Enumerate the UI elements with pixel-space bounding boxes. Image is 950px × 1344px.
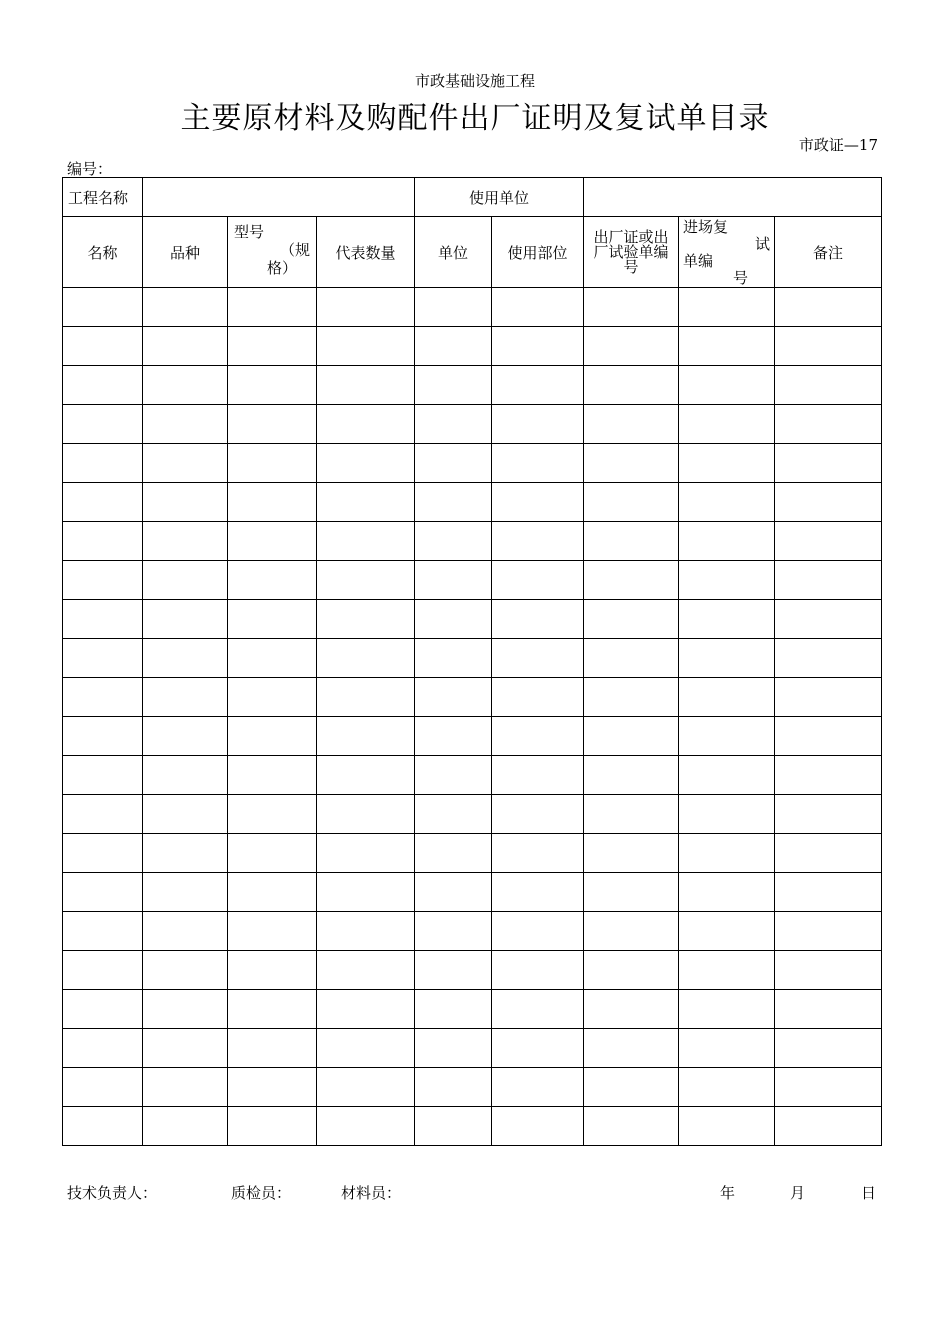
cell-unit[interactable]: [415, 834, 492, 873]
cell-quantity[interactable]: [317, 717, 415, 756]
header-model-line3: 格）: [266, 259, 297, 277]
cell-model[interactable]: [228, 561, 317, 600]
cell-certificate-no[interactable]: [584, 327, 679, 366]
cell-quantity[interactable]: [317, 639, 415, 678]
cell-remarks[interactable]: [775, 912, 882, 951]
cell-model[interactable]: [228, 366, 317, 405]
cell-variety[interactable]: [143, 405, 228, 444]
cell-unit[interactable]: [415, 873, 492, 912]
cell-name[interactable]: [63, 483, 143, 522]
cell-remarks[interactable]: [775, 834, 882, 873]
table-row: [63, 522, 882, 561]
cell-retest-no[interactable]: [679, 366, 775, 405]
cell-quantity[interactable]: [317, 288, 415, 327]
project-category: 市政基础设施工程: [414, 72, 535, 90]
cell-quantity[interactable]: [317, 1107, 415, 1146]
project-name-label: 工程名称: [63, 178, 143, 217]
table-row: [63, 795, 882, 834]
cell-usage-part[interactable]: [492, 561, 584, 600]
cell-usage-part[interactable]: [492, 405, 584, 444]
cell-unit[interactable]: [415, 522, 492, 561]
cell-variety[interactable]: [143, 1029, 228, 1068]
cell-remarks[interactable]: [775, 756, 882, 795]
cell-remarks[interactable]: [775, 327, 882, 366]
cell-quantity[interactable]: [317, 990, 415, 1029]
cell-unit[interactable]: [415, 1068, 492, 1107]
cell-certificate-no[interactable]: [584, 717, 679, 756]
cell-variety[interactable]: [143, 444, 228, 483]
cell-usage-part[interactable]: [492, 1068, 584, 1107]
cell-variety[interactable]: [143, 834, 228, 873]
cell-model[interactable]: [228, 951, 317, 990]
cell-certificate-no[interactable]: [584, 990, 679, 1029]
cell-usage-part[interactable]: [492, 951, 584, 990]
cell-quantity[interactable]: [317, 483, 415, 522]
cell-retest-no[interactable]: [679, 1029, 775, 1068]
cell-model[interactable]: [228, 522, 317, 561]
cell-retest-no[interactable]: [679, 951, 775, 990]
cell-certificate-no[interactable]: [584, 678, 679, 717]
cell-unit[interactable]: [415, 639, 492, 678]
cell-usage-part[interactable]: [492, 483, 584, 522]
cell-usage-part[interactable]: [492, 717, 584, 756]
cell-remarks[interactable]: [775, 639, 882, 678]
cell-model[interactable]: [228, 912, 317, 951]
cell-retest-no[interactable]: [679, 327, 775, 366]
date-day-label: 日: [861, 1184, 877, 1202]
header-unit: 单位: [415, 217, 492, 288]
cell-name[interactable]: [63, 405, 143, 444]
cell-usage-part[interactable]: [492, 366, 584, 405]
header-variety: 品种: [143, 217, 228, 288]
cell-variety[interactable]: [143, 717, 228, 756]
cell-variety[interactable]: [143, 639, 228, 678]
header-certificate-no: [584, 217, 679, 288]
cell-remarks[interactable]: [775, 366, 882, 405]
cell-usage-part[interactable]: [492, 795, 584, 834]
table-row: [63, 366, 882, 405]
cell-certificate-no[interactable]: [584, 951, 679, 990]
cell-usage-part[interactable]: [492, 834, 584, 873]
cell-certificate-no[interactable]: [584, 756, 679, 795]
cell-retest-no[interactable]: [679, 288, 775, 327]
cell-unit[interactable]: [415, 1029, 492, 1068]
cell-model[interactable]: [228, 639, 317, 678]
cell-variety[interactable]: [143, 795, 228, 834]
table-row: [63, 561, 882, 600]
cell-certificate-no[interactable]: [584, 522, 679, 561]
cell-name[interactable]: [63, 756, 143, 795]
cell-variety[interactable]: [143, 1068, 228, 1107]
cell-remarks[interactable]: [775, 561, 882, 600]
cell-quantity[interactable]: [317, 756, 415, 795]
cell-model[interactable]: [228, 327, 317, 366]
header-model-line2: （规: [279, 241, 310, 259]
cell-unit[interactable]: [415, 678, 492, 717]
cell-retest-no[interactable]: [679, 678, 775, 717]
cell-certificate-no[interactable]: [584, 873, 679, 912]
cell-variety[interactable]: [143, 483, 228, 522]
cell-name[interactable]: [63, 639, 143, 678]
header-retest-line4: 号: [733, 269, 749, 287]
cell-model[interactable]: [228, 756, 317, 795]
cell-certificate-no[interactable]: [584, 561, 679, 600]
cell-name[interactable]: [63, 600, 143, 639]
cell-remarks[interactable]: [775, 405, 882, 444]
cell-quantity[interactable]: [317, 951, 415, 990]
using-unit-field[interactable]: [584, 178, 882, 217]
cell-quantity[interactable]: [317, 1068, 415, 1107]
table-row: [63, 444, 882, 483]
cell-remarks[interactable]: [775, 990, 882, 1029]
cell-certificate-no[interactable]: [584, 444, 679, 483]
cell-quantity[interactable]: [317, 678, 415, 717]
cell-retest-no[interactable]: [679, 600, 775, 639]
cell-retest-no[interactable]: [679, 795, 775, 834]
cell-certificate-no[interactable]: [584, 288, 679, 327]
cell-usage-part[interactable]: [492, 990, 584, 1029]
cell-name[interactable]: [63, 834, 143, 873]
cell-quantity[interactable]: [317, 834, 415, 873]
cell-usage-part[interactable]: [492, 522, 584, 561]
table-row: [63, 600, 882, 639]
cell-variety[interactable]: [143, 678, 228, 717]
table-row: [63, 639, 882, 678]
cell-retest-no[interactable]: [679, 405, 775, 444]
cell-remarks[interactable]: [775, 873, 882, 912]
cell-unit[interactable]: [415, 561, 492, 600]
cell-usage-part[interactable]: [492, 912, 584, 951]
header-retest-no: [679, 217, 775, 288]
table-row: [63, 756, 882, 795]
cell-quantity[interactable]: [317, 366, 415, 405]
table-body: [63, 288, 882, 1146]
cell-model[interactable]: [228, 444, 317, 483]
cell-name[interactable]: [63, 990, 143, 1029]
cell-usage-part[interactable]: [492, 444, 584, 483]
cell-retest-no[interactable]: [679, 483, 775, 522]
cell-model[interactable]: [228, 834, 317, 873]
header-quantity: 代表数量: [317, 217, 415, 288]
cell-unit[interactable]: [415, 1107, 492, 1146]
cell-unit[interactable]: [415, 912, 492, 951]
cell-unit[interactable]: [415, 288, 492, 327]
cell-unit[interactable]: [415, 717, 492, 756]
inspector-label: 质检员：: [231, 1184, 292, 1202]
cell-remarks[interactable]: [775, 717, 882, 756]
cell-remarks[interactable]: [775, 1029, 882, 1068]
cell-usage-part[interactable]: [492, 639, 584, 678]
cell-quantity[interactable]: [317, 522, 415, 561]
cell-variety[interactable]: [143, 990, 228, 1029]
cell-usage-part[interactable]: [492, 678, 584, 717]
cell-name[interactable]: [63, 1029, 143, 1068]
cell-remarks[interactable]: [775, 1107, 882, 1146]
serial-number-label: 编号：: [67, 160, 113, 178]
cell-remarks[interactable]: [775, 600, 882, 639]
cell-retest-no[interactable]: [679, 990, 775, 1029]
cell-model[interactable]: [228, 405, 317, 444]
form-code: 市政证—17: [798, 136, 878, 154]
page-title: 主要原材料及购配件出厂证明及复试单目录: [180, 101, 770, 136]
header-usage-part: 使用部位: [492, 217, 584, 288]
table-row: [63, 1068, 882, 1107]
cell-retest-no[interactable]: [679, 717, 775, 756]
cell-quantity[interactable]: [317, 795, 415, 834]
cell-model[interactable]: [228, 1107, 317, 1146]
cell-remarks[interactable]: [775, 483, 882, 522]
header-retest-line3: 单编: [683, 252, 714, 270]
tech-lead-label: 技术负责人：: [67, 1184, 158, 1202]
cell-name[interactable]: [63, 366, 143, 405]
cell-unit[interactable]: [415, 951, 492, 990]
cell-certificate-no[interactable]: [584, 834, 679, 873]
cell-remarks[interactable]: [775, 1068, 882, 1107]
cell-name[interactable]: [63, 522, 143, 561]
cell-unit[interactable]: [415, 795, 492, 834]
cell-retest-no[interactable]: [679, 522, 775, 561]
cell-name[interactable]: [63, 951, 143, 990]
cell-certificate-no[interactable]: [584, 483, 679, 522]
cell-unit[interactable]: [415, 444, 492, 483]
table-row: [63, 873, 882, 912]
cell-unit[interactable]: [415, 405, 492, 444]
cell-name[interactable]: [63, 678, 143, 717]
cell-unit[interactable]: [415, 327, 492, 366]
cell-quantity[interactable]: [317, 561, 415, 600]
cell-quantity[interactable]: [317, 873, 415, 912]
cell-model[interactable]: [228, 873, 317, 912]
cell-name[interactable]: [63, 873, 143, 912]
table-row: [63, 288, 882, 327]
cell-retest-no[interactable]: [679, 834, 775, 873]
cell-quantity[interactable]: [317, 1029, 415, 1068]
header-cert-line3: 号: [623, 257, 639, 276]
cell-usage-part[interactable]: [492, 288, 584, 327]
table-row: [63, 327, 882, 366]
cell-retest-no[interactable]: [679, 444, 775, 483]
cell-model[interactable]: [228, 288, 317, 327]
cell-name[interactable]: [63, 444, 143, 483]
header-cert-line2: 厂试验单编: [593, 242, 669, 261]
cell-remarks[interactable]: [775, 522, 882, 561]
column-header-row: [63, 217, 882, 288]
date-year-label: 年: [720, 1184, 736, 1202]
cell-unit[interactable]: [415, 756, 492, 795]
cell-name[interactable]: [63, 795, 143, 834]
cell-model[interactable]: [228, 1068, 317, 1107]
header-cert-line1: 出厂证或出: [593, 227, 669, 246]
cell-name[interactable]: [63, 717, 143, 756]
cell-quantity[interactable]: [317, 444, 415, 483]
material-catalog-table: [62, 177, 882, 1146]
cell-variety[interactable]: [143, 561, 228, 600]
cell-usage-part[interactable]: [492, 327, 584, 366]
table-row: [63, 1029, 882, 1068]
table-row: [63, 1107, 882, 1146]
project-info-row: [63, 178, 882, 217]
cell-retest-no[interactable]: [679, 639, 775, 678]
table-row: [63, 405, 882, 444]
cell-variety[interactable]: [143, 327, 228, 366]
cell-retest-no[interactable]: [679, 756, 775, 795]
cell-unit[interactable]: [415, 990, 492, 1029]
cell-name[interactable]: [63, 327, 143, 366]
cell-variety[interactable]: [143, 912, 228, 951]
cell-remarks[interactable]: [775, 678, 882, 717]
cell-retest-no[interactable]: [679, 1068, 775, 1107]
cell-model[interactable]: [228, 483, 317, 522]
cell-model[interactable]: [228, 990, 317, 1029]
material-clerk-label: 材料员：: [341, 1184, 402, 1202]
cell-variety[interactable]: [143, 288, 228, 327]
cell-unit[interactable]: [415, 366, 492, 405]
cell-model[interactable]: [228, 678, 317, 717]
cell-certificate-no[interactable]: [584, 366, 679, 405]
cell-quantity[interactable]: [317, 600, 415, 639]
header-model: [228, 217, 317, 288]
cell-certificate-no[interactable]: [584, 639, 679, 678]
cell-certificate-no[interactable]: [584, 1029, 679, 1068]
table-row: [63, 834, 882, 873]
project-name-field[interactable]: [143, 178, 415, 217]
cell-name[interactable]: [63, 561, 143, 600]
table-row: [63, 678, 882, 717]
table-row: [63, 483, 882, 522]
cell-variety[interactable]: [143, 522, 228, 561]
cell-unit[interactable]: [415, 483, 492, 522]
cell-certificate-no[interactable]: [584, 912, 679, 951]
cell-variety[interactable]: [143, 756, 228, 795]
cell-model[interactable]: [228, 717, 317, 756]
cell-usage-part[interactable]: [492, 600, 584, 639]
date-month-label: 月: [790, 1184, 806, 1202]
cell-model[interactable]: [228, 1029, 317, 1068]
header-retest-line2: 试: [755, 235, 771, 253]
cell-quantity[interactable]: [317, 327, 415, 366]
cell-model[interactable]: [228, 795, 317, 834]
cell-variety[interactable]: [143, 951, 228, 990]
table-row: [63, 717, 882, 756]
cell-model[interactable]: [228, 600, 317, 639]
cell-quantity[interactable]: [317, 912, 415, 951]
table-row: [63, 951, 882, 990]
header-name: 名称: [63, 217, 143, 288]
cell-certificate-no[interactable]: [584, 795, 679, 834]
cell-certificate-no[interactable]: [584, 600, 679, 639]
cell-certificate-no[interactable]: [584, 1068, 679, 1107]
header-retest-line1: 进场复: [683, 218, 729, 236]
table-row: [63, 912, 882, 951]
cell-usage-part[interactable]: [492, 873, 584, 912]
cell-remarks[interactable]: [775, 288, 882, 327]
cell-retest-no[interactable]: [679, 912, 775, 951]
cell-usage-part[interactable]: [492, 1107, 584, 1146]
cell-name[interactable]: [63, 1107, 143, 1146]
cell-quantity[interactable]: [317, 405, 415, 444]
cell-certificate-no[interactable]: [584, 405, 679, 444]
cell-certificate-no[interactable]: [584, 1107, 679, 1146]
cell-name[interactable]: [63, 912, 143, 951]
cell-remarks[interactable]: [775, 795, 882, 834]
cell-remarks[interactable]: [775, 951, 882, 990]
table-row: [63, 990, 882, 1029]
cell-name[interactable]: [63, 1068, 143, 1107]
cell-variety[interactable]: [143, 366, 228, 405]
cell-retest-no[interactable]: [679, 873, 775, 912]
cell-remarks[interactable]: [775, 444, 882, 483]
cell-usage-part[interactable]: [492, 1029, 584, 1068]
header-model-line1: 型号: [234, 223, 265, 241]
cell-unit[interactable]: [415, 600, 492, 639]
cell-variety[interactable]: [143, 1107, 228, 1146]
using-unit-label: 使用单位: [415, 178, 584, 217]
cell-retest-no[interactable]: [679, 561, 775, 600]
header-remarks: 备注: [775, 217, 882, 288]
cell-variety[interactable]: [143, 873, 228, 912]
cell-retest-no[interactable]: [679, 1107, 775, 1146]
cell-variety[interactable]: [143, 600, 228, 639]
cell-name[interactable]: [63, 288, 143, 327]
cell-usage-part[interactable]: [492, 756, 584, 795]
